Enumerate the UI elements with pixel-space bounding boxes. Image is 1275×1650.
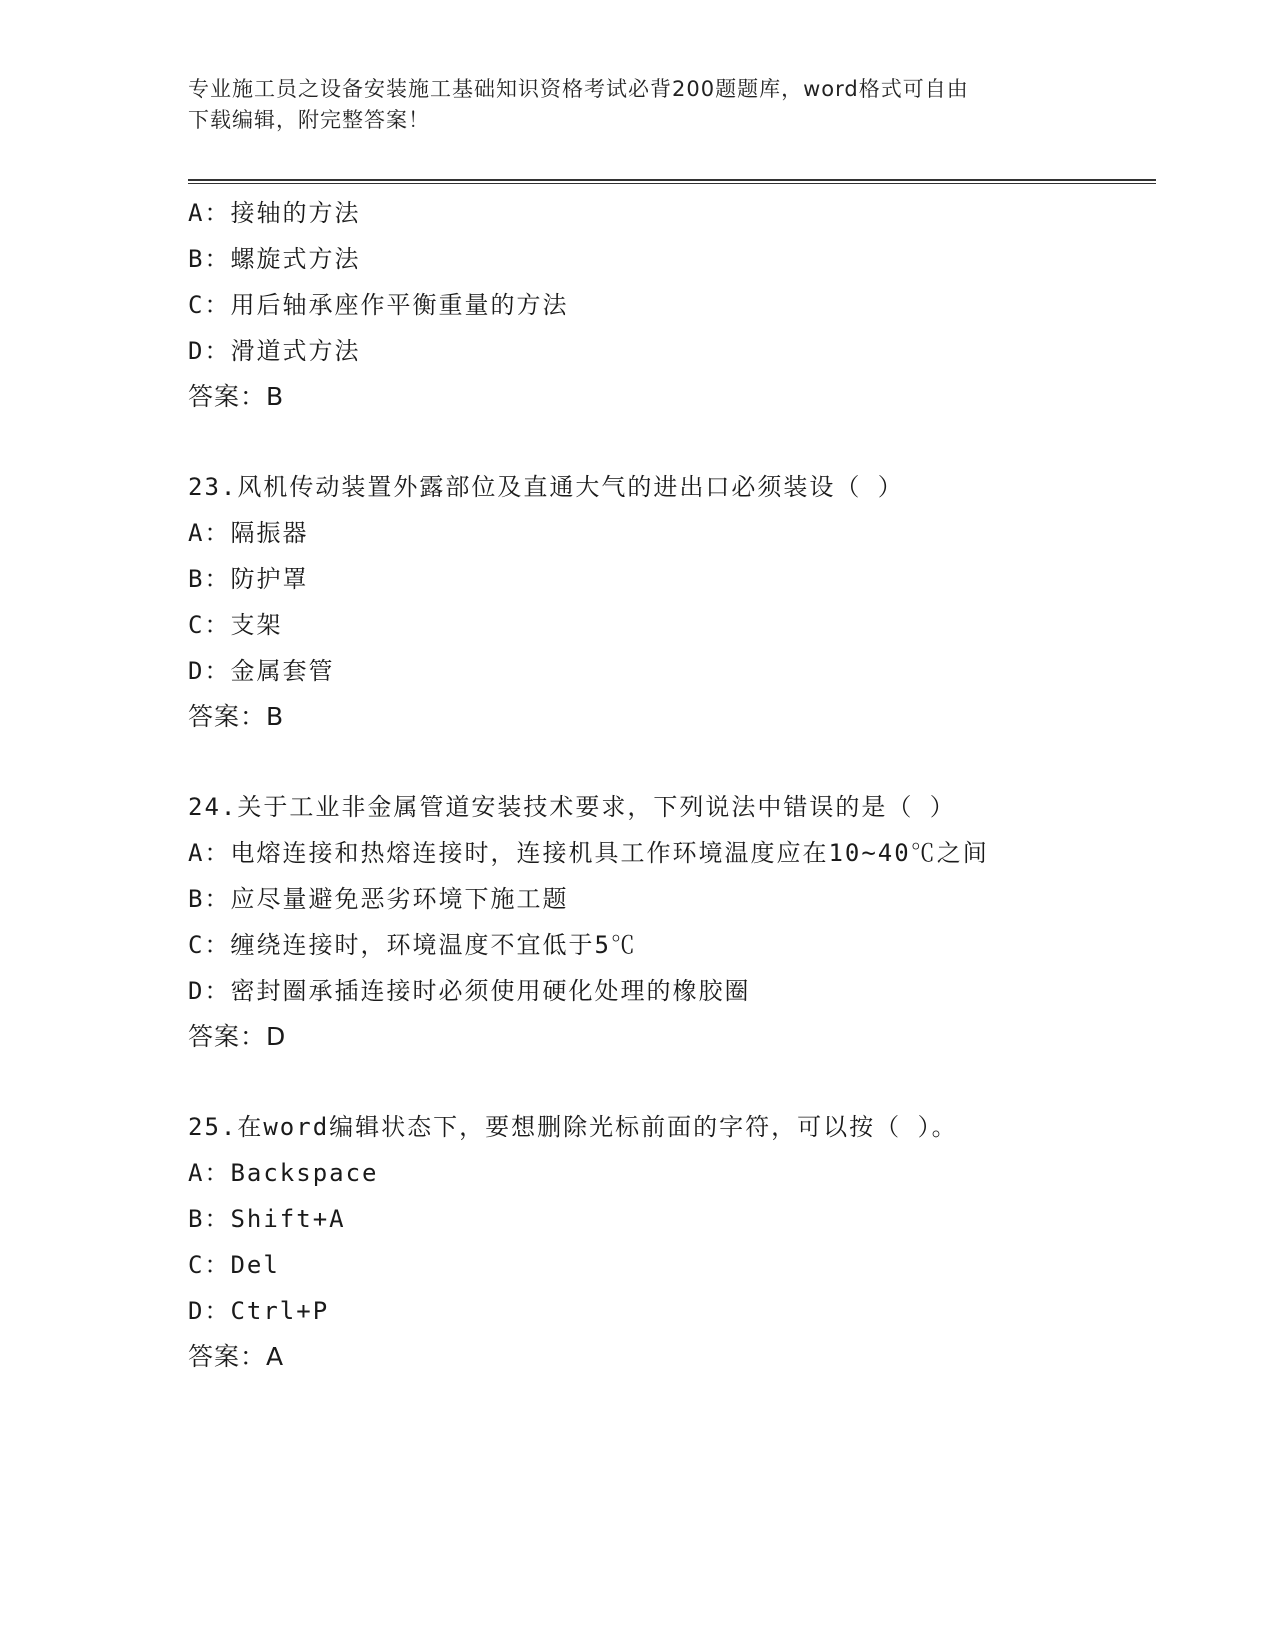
question-list xyxy=(188,190,1168,1380)
option-c: C：用后轴承座作平衡重量的方法 xyxy=(188,291,569,319)
option-a: A：隔振器 xyxy=(188,519,309,547)
header-line-2: 下载编辑，附完整答案！ xyxy=(188,108,430,132)
question-text: 24.关于工业非金属管道安装技术要求，下列说法中错误的是（ ） xyxy=(188,793,956,821)
question-block-23 xyxy=(188,464,1168,740)
answer-line: 答案：A xyxy=(188,1342,285,1371)
option-b: B：Shift+A xyxy=(188,1205,346,1233)
question-block-24 xyxy=(188,784,1168,1060)
document-header xyxy=(188,74,1088,136)
option-c: C：支架 xyxy=(188,611,283,639)
option-d: D：Ctrl+P xyxy=(188,1297,330,1325)
option-d: D：滑道式方法 xyxy=(188,337,361,365)
header-line-1: 专业施工员之设备安装施工基础知识资格考试必背200题题库，word格式可自由 xyxy=(188,77,969,101)
block-spacer xyxy=(188,740,1168,784)
option-c: C：Del xyxy=(188,1251,280,1279)
question-block-25 xyxy=(188,1104,1168,1380)
option-d: D：密封圈承插连接时必须使用硬化处理的橡胶圈 xyxy=(188,977,751,1005)
header-divider xyxy=(188,179,1156,184)
answer-line: 答案：D xyxy=(188,1022,287,1051)
block-spacer xyxy=(188,1060,1168,1104)
option-a: A：接轴的方法 xyxy=(188,199,361,227)
option-c: C：缠绕连接时，环境温度不宜低于5℃ xyxy=(188,931,637,959)
option-a: A：电熔连接和热熔连接时，连接机具工作环境温度应在10~40℃之间 xyxy=(188,839,989,867)
answer-line: 答案：B xyxy=(188,702,285,731)
option-b: B：应尽量避免恶劣环境下施工题 xyxy=(188,885,569,913)
block-spacer xyxy=(188,420,1168,464)
answer-line: 答案：B xyxy=(188,382,285,411)
option-b: B：防护罩 xyxy=(188,565,309,593)
option-b: B：螺旋式方法 xyxy=(188,245,361,273)
option-d: D：金属套管 xyxy=(188,657,335,685)
question-text: 25.在word编辑状态下，要想删除光标前面的字符，可以按（ ）。 xyxy=(188,1113,958,1141)
question-text: 23.风机传动装置外露部位及直通大气的进出口必须装设（ ） xyxy=(188,473,904,501)
option-a: A：Backspace xyxy=(188,1159,379,1187)
question-block-22 xyxy=(188,190,1168,420)
